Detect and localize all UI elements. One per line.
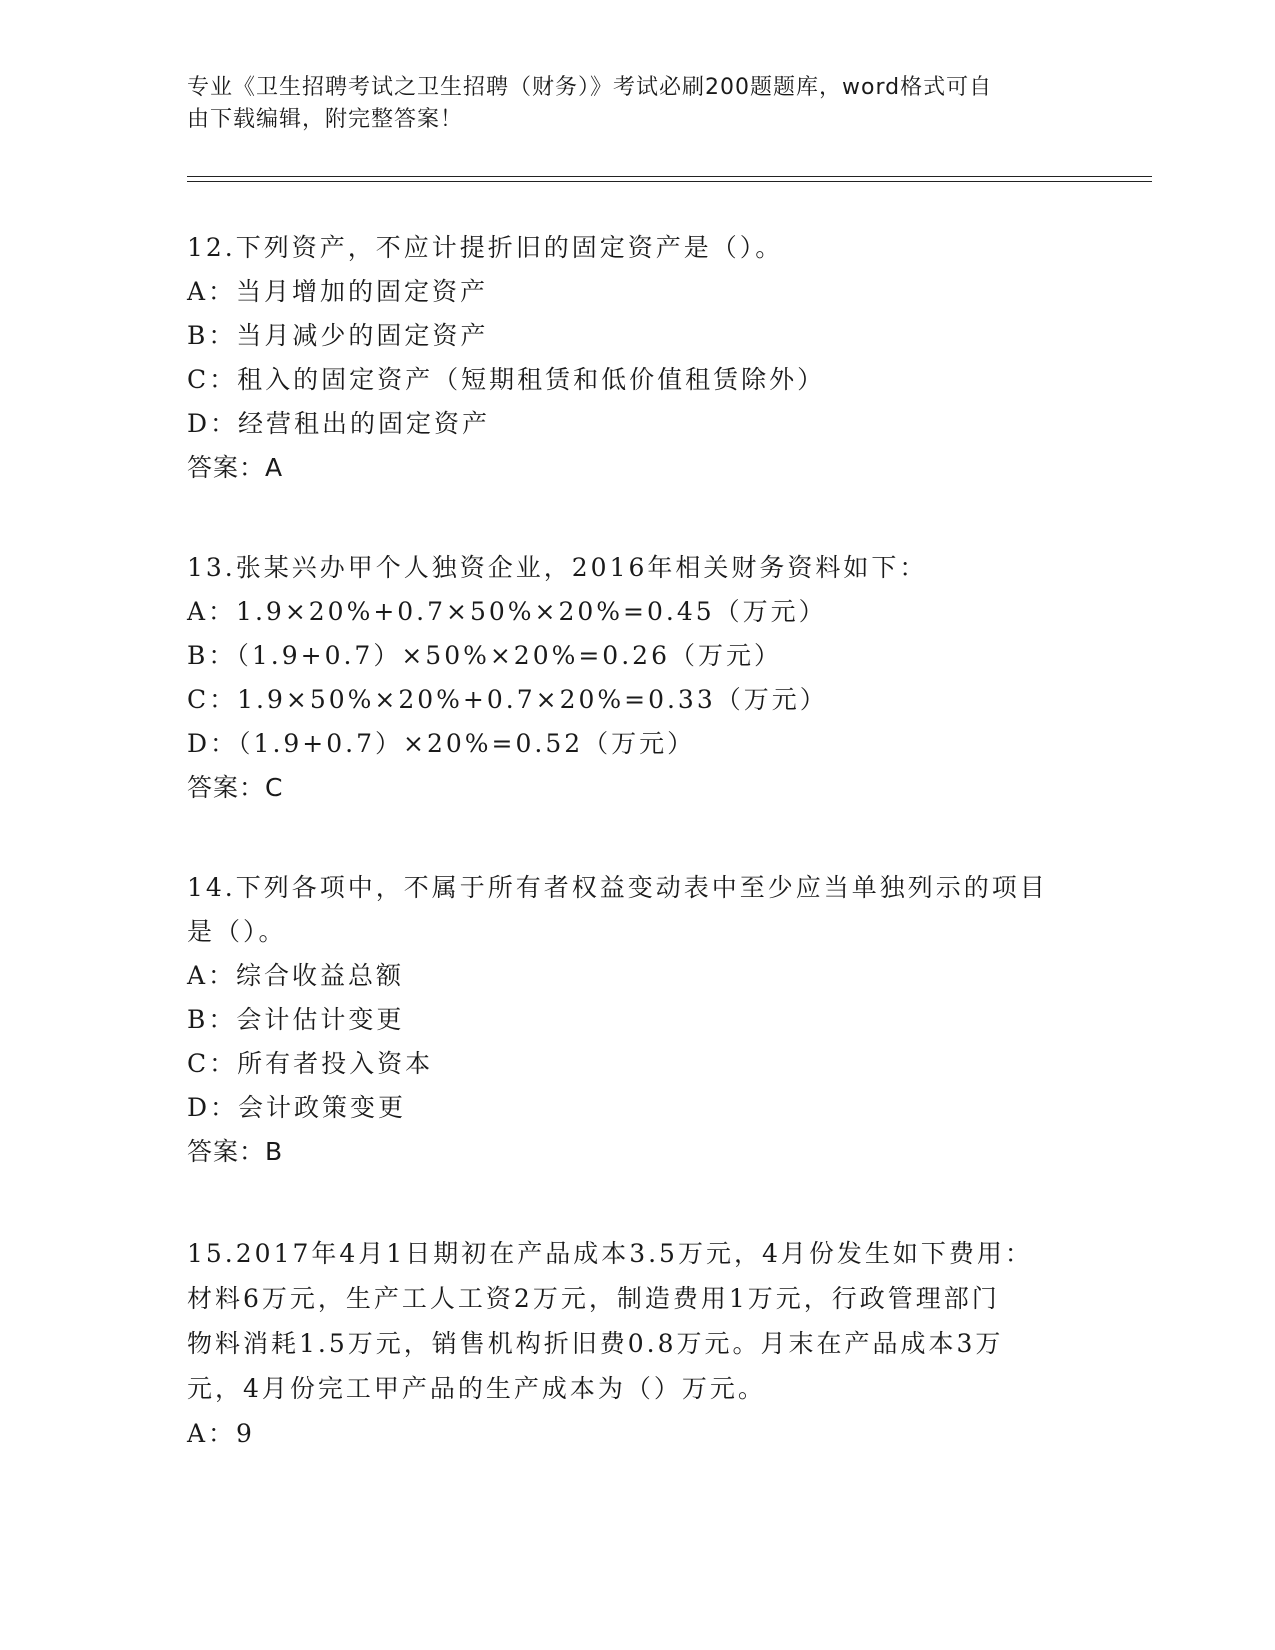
question-12-option-c: C：租入的固定资产（短期租赁和低价值租赁除外） [187,365,826,394]
question-13-stem: 13.张某兴办甲个人独资企业，2016年相关财务资料如下： [187,553,928,582]
question-13-option-b: B：（1.9+0.7）×50%×20%=0.26（万元） [187,641,782,670]
question-12-option-b: B：当月减少的固定资产 [187,321,489,350]
question-14-answer: 答案：B [187,1137,284,1166]
question-14-stem-line-1: 14.下列各项中，不属于所有者权益变动表中至少应当单独列示的项目 [187,873,1048,902]
question-14-stem-line-2: 是（）。 [187,917,287,946]
question-14-option-c: C：所有者投入资本 [187,1049,434,1078]
document-header [187,72,1067,136]
question-13-option-a: A：1.9×20%+0.7×50%×20%=0.45（万元） [187,597,827,626]
header-divider-bottom [187,181,1152,182]
question-12-stem: 12.下列资产，不应计提折旧的固定资产是（）。 [187,233,784,262]
header-line-1: 专业《卫生招聘考试之卫生招聘（财务）》考试必刷200题题库，word格式可自 [187,75,993,100]
question-15-stem-line-3: 物料消耗1.5万元，销售机构折旧费0.8万元。月末在产品成本3万 [187,1329,1004,1358]
question-14-option-b: B：会计估计变更 [187,1005,405,1034]
question-13-option-c: C：1.9×50%×20%+0.7×20%=0.33（万元） [187,685,828,714]
question-12-option-d: D：经营租出的固定资产 [187,409,491,438]
question-12-option-a: A：当月增加的固定资产 [187,277,489,306]
header-line-2: 由下载编辑，附完整答案！ [187,107,464,132]
question-14-option-d: D：会计政策变更 [187,1093,407,1122]
question-13-answer: 答案：C [187,773,284,802]
question-15-stem-line-2: 材料6万元，生产工人工资2万元，制造费用1万元，行政管理部门 [187,1284,1000,1313]
question-12-answer: 答案：A [187,453,284,482]
question-15-option-a: A：9 [187,1419,255,1448]
question-14-option-a: A：综合收益总额 [187,961,405,990]
question-13-option-d: D：（1.9+0.7）×20%=0.52（万元） [187,729,696,758]
question-15-stem-line-4: 元，4月份完工甲产品的生产成本为（）万元。 [187,1374,766,1403]
header-divider-top [187,176,1152,177]
question-15-stem-line-1: 15.2017年4月1日期初在产品成本3.5万元，4月份发生如下费用： [187,1239,1033,1268]
